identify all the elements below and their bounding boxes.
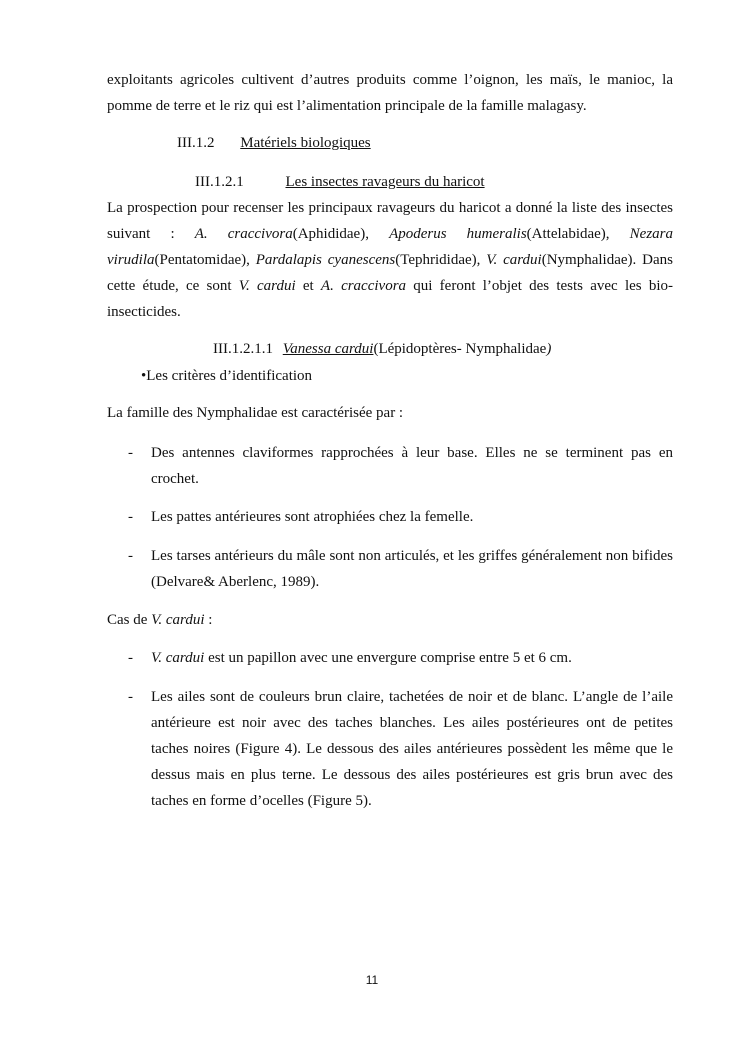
text: La prospection pour recenser les principaux ravageurs du haricot a donné la liste des insectes suivant : (107, 200, 673, 242)
dash-icon: - (128, 650, 133, 666)
page-number: 11 (365, 973, 379, 987)
dash-icon: - (128, 445, 133, 461)
text: (Nymphalidae). Dans cette étude, ce sont (107, 252, 673, 294)
heading-number: III.1.2.1 (195, 174, 244, 190)
bullet-icon: • (141, 368, 147, 384)
dash-icon: - (128, 509, 133, 525)
species: V. cardui (151, 650, 205, 666)
heading-title: Les insectes ravageurs du haricot (285, 174, 485, 190)
dash-icon: - (128, 548, 133, 564)
list-item (151, 645, 673, 671)
famille-paragraph: La famille des Nymphalidae est caractérisée par : (107, 405, 404, 421)
species: A. craccivora (320, 278, 407, 294)
intro-paragraph: exploitants agricoles cultivent d’autres produits comme l’oignon, les maïs, le manioc, la pomme de terre et le riz qui est l’alimentation principale de la famille malagasy. (107, 72, 673, 114)
text: et (295, 278, 321, 294)
heading-number: III.1.2 (177, 135, 215, 151)
heading-number: III.1.2.1.1 (213, 341, 273, 357)
species: A. craccivora (194, 226, 293, 242)
text: est un papillon avec une envergure comprise entre 5 et 6 cm. (204, 650, 572, 666)
list-item: Des antennes claviformes rapprochées à leur base. Elles ne se terminent pas en crochet. (151, 445, 673, 487)
text: qui feront l’objet des tests avec les bio-insecticides. (107, 278, 673, 320)
species: Apoderus humeralis (389, 226, 527, 242)
species: V. cardui (151, 612, 205, 628)
cas-paragraph (107, 607, 673, 633)
prospection-paragraph (107, 195, 673, 325)
text: (Pentatomidae), (154, 252, 256, 268)
section-heading-iii-1-2-1-1 (213, 336, 551, 362)
species: V. cardui (486, 252, 542, 268)
heading-title-rest: (Lépidoptères- Nymphalidae (373, 341, 547, 357)
species: V. cardui (238, 278, 296, 294)
text: (Tephrididae), (395, 252, 487, 268)
list-item: Les ailes sont de couleurs brun claire, tachetées de noir et de blanc. L’angle de l’aile antérieure est noir avec des taches blanches. Les ailes postérieures ont de petites taches noires (Figure 4). Le dessous des ailes antérieures possèdent les même que le dessus mais en plus terne. Le dessous des ailes postérieures est gris brun avec des taches en forme d’ocelles (Figure 5). (151, 689, 673, 809)
text: (Aphididae), (292, 226, 390, 242)
heading-close: ) (546, 341, 552, 357)
text: Cas de (107, 612, 152, 628)
heading-title-species: Vanessa cardui (282, 341, 374, 357)
section-heading-iii-1-2-1 (195, 169, 485, 195)
bullet-item (141, 363, 312, 389)
species: Nezara virudila (107, 226, 673, 268)
text: (Attelabidae), (526, 226, 630, 242)
text: : (204, 612, 213, 628)
list-item: Les tarses antérieurs du mâle sont non articulés, et les griffes généralement non bifides (Delvare& Aberlenc, 1989). (151, 548, 673, 590)
heading-title: Matériels biologiques (240, 135, 371, 151)
list-item: Les pattes antérieures sont atrophiées chez la femelle. (151, 509, 474, 525)
dash-icon: - (128, 689, 133, 705)
section-heading-iii-1-2 (177, 130, 371, 156)
bullet-text: Les critères d’identification (146, 368, 313, 384)
species: Pardalapis cyanescens (255, 252, 396, 268)
